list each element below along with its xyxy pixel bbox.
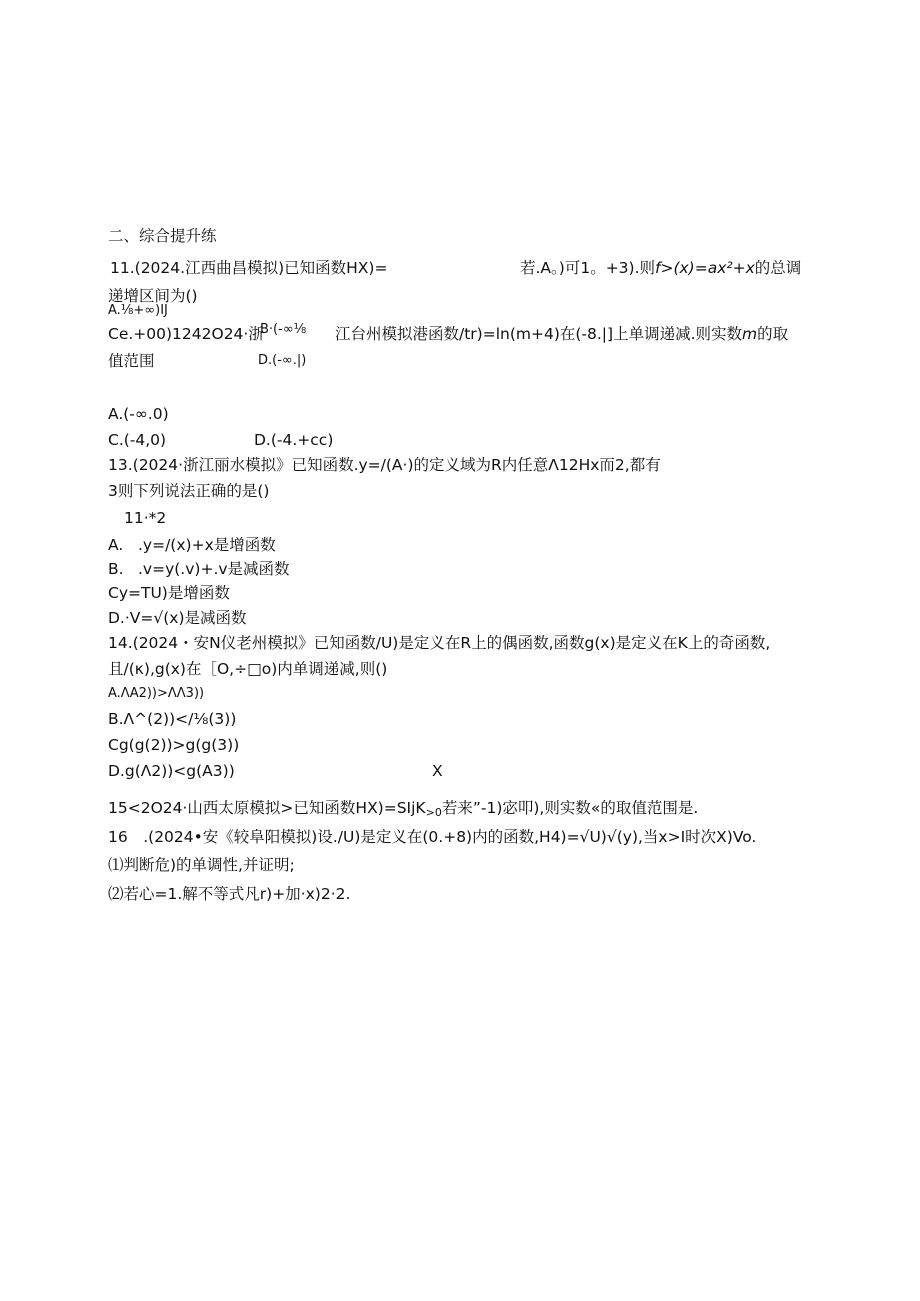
- q13-option-c: Cy=TU)是增函数: [108, 584, 230, 602]
- q14-stem-2: 且/(κ),g(x)在［O,÷□o)内单调递减,则(): [108, 660, 388, 678]
- q11-option-a: A.⅛+∞)IJ: [108, 303, 168, 318]
- q12-variable-m: m: [742, 325, 758, 343]
- q16-part-1: ⑴判断危)的单调性,并证明;: [108, 856, 295, 874]
- q13-option-b: .v=y(.v)+.v是减函数: [138, 560, 290, 578]
- q15-stem-part-a: 15<2O24·山西太原模拟>已知函数HX)=SIjK: [108, 799, 426, 817]
- q12-option-d: D.(-4.+cc): [254, 431, 334, 449]
- q14-option-b: B.Λ^(2))</⅛(3)): [108, 710, 237, 728]
- q11-stem-part-b: 若.A。)可1。+3).则: [520, 259, 656, 277]
- q12-stem-part-b: 的取: [757, 325, 789, 343]
- q11-option-b: B·(-∞⅛: [260, 322, 307, 337]
- q11-option-c-q12-start: Ce.+00)1242O24·浙: [108, 325, 264, 343]
- q11-stem-part-a: 11.(2024.江西曲昌模拟)已知函数HX)=: [110, 259, 388, 277]
- q16-stem: 16 .(2024•安《较阜阳模拟)设./U)是定义在(0.+8)内的函数,H4)=√U)√(y),当x>I时次X)Vo.: [108, 828, 757, 846]
- q14-stray-mark: X: [432, 762, 443, 780]
- q13-option-a-label: A.: [108, 536, 124, 554]
- q11-derivative-formula: f>(x)=ax²+x: [655, 259, 755, 277]
- q16-part-2: ⑵若心=1.解不等式凡r)+加·x)2·2.: [108, 885, 351, 903]
- q12-option-c: C.(-4,0): [108, 431, 167, 449]
- q14-stem: 14.(2024・安N仪老州模拟》已知函数/U)是定义在R上的偶函数,函数g(x)是定义在K上的奇函数,: [108, 634, 771, 652]
- q15-subscript: >0: [425, 806, 442, 819]
- q13-stem: 13.(2024·浙江丽水模拟》已知函数.y=/(A·)的定义域为R内任意Λ12Hx而2,都有: [108, 456, 661, 474]
- section-title: 二、综合提升练: [108, 227, 217, 245]
- q14-option-d: D.g(Λ2))<g(A3)): [108, 762, 235, 780]
- q13-option-d: D.·V=√(x)是减函数: [108, 609, 247, 627]
- q11-stem-line: [520, 258, 801, 278]
- q12-option-a: A.(-∞.0): [108, 405, 169, 423]
- q12-stem-part-c: 值范围: [108, 352, 155, 370]
- q12-stem-line: [335, 324, 788, 344]
- q11-stem-part-c: 的总调: [754, 259, 802, 277]
- q13-option-a: .y=/(x)+x是增函数: [138, 536, 276, 554]
- q12-stem-part-a: 江台州模拟港函数/tr)=ln(m+4)在(-8.|]上单调递减.则实数: [335, 325, 743, 343]
- q14-option-c: Cg(g(2))>g(g(3)): [108, 736, 240, 754]
- q15-stem-part-b: 若来”-1)宓叩),则实数«的取值范围是.: [441, 799, 699, 817]
- q13-option-b-label: B.: [108, 560, 124, 578]
- q15-stem-line: [108, 798, 698, 823]
- q13-stem-2: 3则下列说法正确的是(): [108, 482, 270, 500]
- q14-option-a: A.ΛA2))>ΛΛ3)): [108, 686, 205, 701]
- q11-stem-part-d: 递增区间为(): [108, 287, 198, 305]
- q11-option-d: D.(-∞.|): [258, 353, 307, 368]
- q13-fragment: 11·*2: [124, 509, 167, 527]
